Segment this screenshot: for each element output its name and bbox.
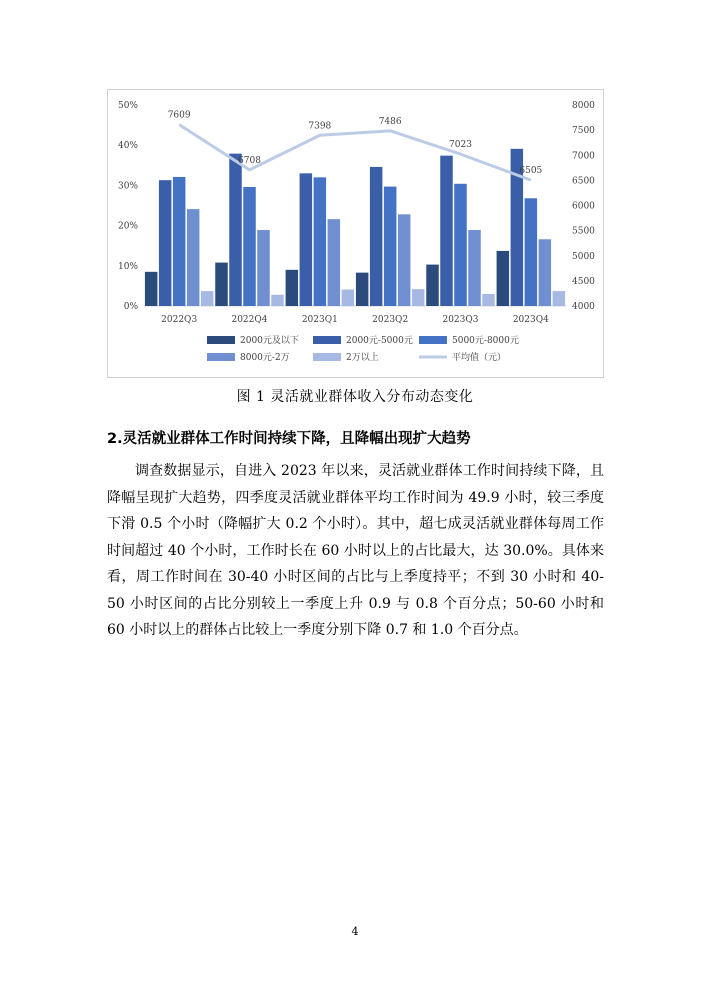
legend-label: 2000元-5000元: [346, 336, 413, 346]
section-heading: 2.灵活就业群体工作时间持续下降，且降幅出现扩大趋势: [107, 431, 471, 447]
legend-label: 平均值（元）: [452, 353, 507, 363]
chart-frame: [107, 89, 604, 378]
x-tick-label: 2023Q3: [442, 315, 479, 325]
bar: [398, 214, 411, 306]
bar: [314, 177, 327, 306]
bar: [201, 291, 214, 306]
y-right-tick-label: 5000: [572, 251, 595, 262]
legend-swatch: [207, 353, 235, 361]
bar: [426, 265, 439, 306]
line-data-label: 7609: [167, 110, 191, 121]
bar: [243, 187, 256, 306]
line-data-label: 6708: [238, 155, 261, 166]
bar: [482, 294, 495, 306]
bar: [454, 184, 467, 306]
y-right-tick-label: 7500: [572, 126, 595, 137]
legend-swatch: [207, 336, 235, 344]
y-left-tick-label: 0%: [123, 302, 138, 312]
legend-label: 8000元-2万: [240, 353, 290, 363]
bar: [412, 289, 425, 306]
bar: [356, 273, 369, 306]
figure-caption: 图 1 灵活就业群体收入分布动态变化: [236, 389, 474, 405]
legend-label: 2000元及以下: [240, 336, 299, 346]
bar: [229, 154, 242, 306]
bar: [271, 295, 284, 306]
bar: [440, 156, 453, 306]
y-left-tick-label: 50%: [117, 101, 138, 111]
y-left-tick-label: 20%: [117, 221, 138, 232]
x-tick-label: 2022Q4: [231, 315, 268, 325]
y-right-tick-label: 4500: [572, 276, 595, 287]
bar: [145, 272, 158, 306]
x-tick-label: 2023Q2: [372, 315, 409, 325]
y-right-tick-label: 6000: [572, 201, 595, 212]
section-paragraph: 调查数据显示，自进入 2023 年以来，灵活就业群体工作时间持续下降，且降幅呈现扩大趋势，四季度灵活就业群体平均工作时间为 49.9 小时，较三季度下滑 0.5 个小时（降幅扩大 0.2 个小时）。其中，超七成灵活就业群体每周工作时间超过 40 个小时，工作时长在 60 小时以上的占比最大，达 30.0%。具体来看，周工作时间在 30-40 小时区间的占比与上季度持平；不到 30 小时和 40-50 小时区间的占比分别较上一季度上升 0.9 与 0.8 个百分点；50-60 小时和 60 小时以上的群体占比较上一季度分别下降 0.7 和 1.0 个百分点。: [107, 463, 604, 638]
bar: [257, 230, 270, 306]
bar: [215, 263, 228, 306]
legend-label: 2万以上: [346, 353, 379, 363]
y-right-tick-label: 4000: [572, 302, 595, 312]
bar: [286, 270, 299, 306]
bar: [384, 187, 397, 306]
page-number: 4: [351, 925, 359, 938]
bar: [328, 219, 341, 306]
bar: [370, 167, 383, 306]
bar: [187, 209, 200, 306]
legend-swatch: [313, 353, 341, 361]
x-tick-label: 2022Q3: [161, 315, 198, 325]
x-tick-label: 2023Q1: [301, 315, 338, 325]
y-right-tick-label: 6500: [572, 176, 595, 187]
legend-label: 5000元-8000元: [452, 336, 519, 346]
y-left-tick-label: 40%: [117, 141, 138, 152]
y-right-tick-label: 8000: [572, 101, 595, 111]
y-right-tick-label: 7000: [572, 151, 595, 162]
bar: [497, 251, 510, 306]
bar: [553, 291, 566, 306]
y-left-tick-label: 30%: [117, 181, 138, 192]
bar: [539, 239, 552, 306]
line-data-label: 7486: [378, 116, 402, 127]
bar: [173, 177, 186, 306]
bar: [468, 230, 481, 306]
line-data-label: 6505: [519, 166, 543, 177]
line-data-label: 7023: [449, 140, 472, 151]
y-right-tick-label: 5500: [572, 226, 595, 237]
bar: [159, 180, 172, 306]
legend-swatch: [419, 336, 447, 344]
bar: [525, 198, 538, 306]
income-distribution-chart: [108, 90, 603, 377]
line-data-label: 7398: [308, 121, 332, 132]
x-tick-label: 2023Q4: [512, 315, 549, 325]
bar: [300, 173, 313, 306]
legend-swatch: [313, 336, 341, 344]
y-left-tick-label: 10%: [117, 261, 138, 272]
bar: [342, 290, 355, 306]
